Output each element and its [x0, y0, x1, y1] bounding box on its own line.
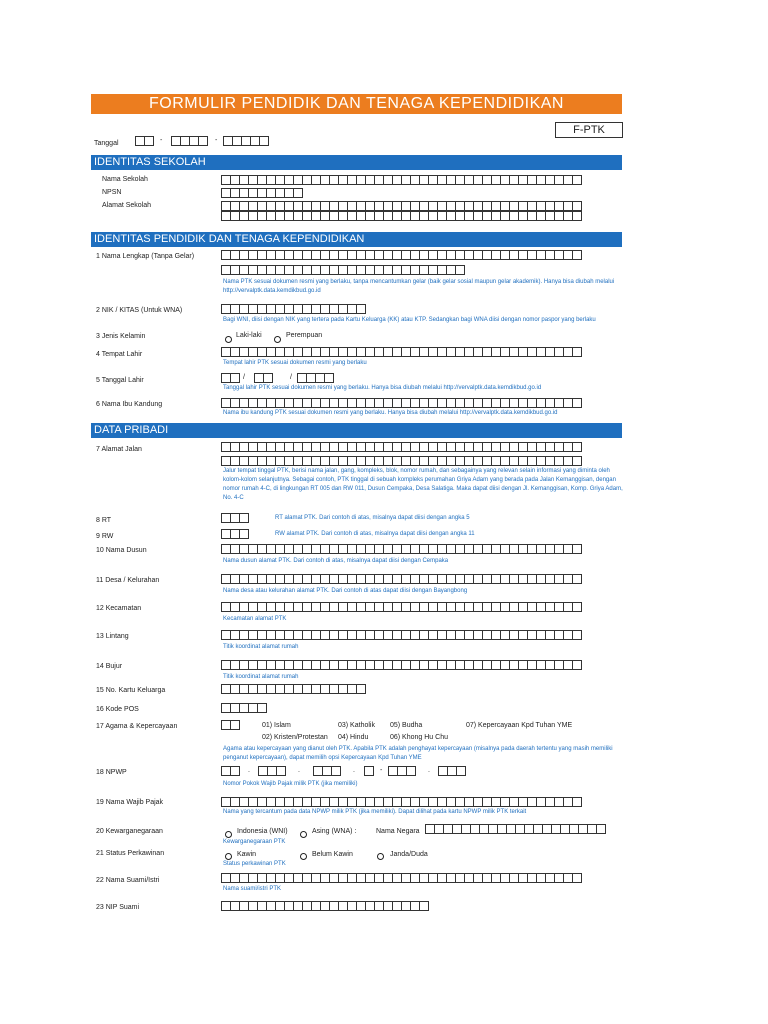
- npwp-separator: .: [248, 767, 250, 774]
- section-data-pribadi: DATA PRIBADI: [91, 423, 622, 438]
- rt-field[interactable]: [221, 513, 248, 523]
- char-box[interactable]: [356, 684, 366, 694]
- agama-label: 17 Agama & Kepercayaan: [96, 723, 178, 730]
- radio-icon: [274, 336, 281, 343]
- char-box[interactable]: [572, 630, 582, 640]
- char-box[interactable]: [324, 373, 334, 383]
- char-box[interactable]: [230, 373, 240, 383]
- npwp-field-4[interactable]: [364, 766, 373, 776]
- radio-icon: [300, 853, 307, 860]
- char-box[interactable]: [364, 766, 374, 776]
- nama-ibu-field[interactable]: [221, 398, 581, 408]
- no-kk-label: 15 No. Kartu Keluarga: [96, 687, 166, 694]
- nama-wajib-pajak-note: Nama yang tercantum pada data NPWP milik PTK (jika memiliki). Dapat dilihat pada kartu NPWP milik PTK terkait: [223, 809, 527, 815]
- npwp-separator: .: [353, 767, 355, 774]
- npwp-field-5[interactable]: [388, 766, 415, 776]
- char-box[interactable]: [572, 250, 582, 260]
- char-box[interactable]: [456, 766, 466, 776]
- tanggal-month-field[interactable]: [171, 136, 207, 146]
- form-code: F-PTK: [555, 122, 623, 138]
- form-title: FORMULIR PENDIDIK DAN TENAGA KEPENDIDIKAN: [91, 94, 622, 114]
- tempat-lahir-field[interactable]: [221, 347, 581, 357]
- nama-sekolah-field[interactable]: [221, 175, 581, 185]
- char-box[interactable]: [572, 211, 582, 221]
- tanggal-year-field[interactable]: [223, 136, 268, 146]
- janda-duda-label: Janda/Duda: [390, 851, 428, 858]
- nama-lengkap-label: 1 Nama Lengkap (Tanpa Gelar): [96, 253, 195, 260]
- char-box[interactable]: [293, 188, 303, 198]
- radio-icon: [377, 853, 384, 860]
- no-kk-field[interactable]: [221, 684, 365, 694]
- nama-ibu-note: Nama ibu kandung PTK sesuai dokumen resmi yang berlaku. Hanya bisa diubah melalui http://vervalptk.data.kemdikbud.go.id: [223, 410, 558, 416]
- desa-label: 11 Desa / Kelurahan: [96, 577, 160, 584]
- alamat-jalan-label: 7 Alamat Jalan: [96, 446, 142, 453]
- nama-suami-istri-label: 22 Nama Suami/Istri: [96, 877, 160, 884]
- section-identitas-sekolah: IDENTITAS SEKOLAH: [91, 155, 622, 170]
- nama-sekolah-label: Nama Sekolah: [102, 176, 148, 183]
- char-box[interactable]: [572, 456, 582, 466]
- belum-kawin-radio[interactable]: [300, 847, 307, 865]
- nip-suami-field[interactable]: [221, 901, 428, 911]
- agama-note: Agama atau kepercayaan yang dianut oleh PTK. Apabila PTK adalah penghayat kepercayaan (misalnya pada daerah tertentu yang masih memiliki penganut kepercayaan), dapat memilih opsi Kepercayaan Kpd Tuhan YME: [223, 746, 613, 761]
- npwp-separator: -: [380, 767, 383, 774]
- gender-male-label: Laki-laki: [236, 332, 262, 339]
- nik-label: 2 NIK / KITAS (Untuk WNA): [96, 307, 183, 314]
- char-box[interactable]: [572, 602, 582, 612]
- kawin-label: Kawin: [237, 851, 257, 858]
- religion-katholik: 03) Katholik: [338, 722, 375, 729]
- tanggal-lahir-note: Tanggal lahir PTK sesuai dokumen resmi yang berlaku. Hanya bisa diubah melalui http://vervalptk.data.kemdikbud.go.id: [223, 385, 542, 391]
- nip-suami-label: 23 NIP Suami: [96, 904, 140, 911]
- status-perkawinan-label: 21 Status Perkawinan: [96, 850, 165, 857]
- char-box[interactable]: [276, 766, 286, 776]
- char-box[interactable]: [572, 574, 582, 584]
- npwp-field-2[interactable]: [258, 766, 285, 776]
- wni-label: Indonesia (WNI): [237, 828, 288, 835]
- nama-dusun-note: Nama dusun alamat PTK. Dari contoh di atas, misalnya dapat diisi dengan Cempaka: [223, 558, 449, 564]
- nama-ibu-label: 6 Nama Ibu Kandung: [96, 401, 163, 408]
- nama-lengkap-field-1[interactable]: [221, 250, 581, 260]
- janda-duda-radio[interactable]: [377, 847, 384, 865]
- lintang-field[interactable]: [221, 630, 581, 640]
- npwp-field-3[interactable]: [313, 766, 340, 776]
- alamat-sekolah-field-2[interactable]: [221, 211, 581, 221]
- char-box[interactable]: [419, 901, 429, 911]
- agama-field[interactable]: [221, 720, 239, 730]
- rt-label: 8 RT: [96, 517, 112, 524]
- gender-male-radio[interactable]: [225, 330, 232, 348]
- section-identitas-ptk: IDENTITAS PENDIDIK DAN TENAGA KEPENDIDIKAN: [91, 232, 622, 247]
- nama-suami-istri-field[interactable]: [221, 873, 581, 883]
- wna-radio[interactable]: [300, 825, 307, 843]
- jenis-kelamin-label: 3 Jenis Kelamin: [96, 333, 146, 340]
- char-box[interactable]: [331, 766, 341, 776]
- rw-field[interactable]: [221, 529, 248, 539]
- date-separator: /: [290, 374, 292, 381]
- char-box[interactable]: [144, 136, 154, 146]
- char-box[interactable]: [572, 442, 582, 452]
- char-box[interactable]: [259, 136, 269, 146]
- char-box[interactable]: [257, 703, 267, 713]
- char-box[interactable]: [230, 720, 240, 730]
- nik-field[interactable]: [221, 304, 365, 314]
- npsn-label: NPSN: [102, 189, 122, 196]
- alamat-jalan-note: Jalur tempat tinggal PTK, berisi nama jalan, gang, kompleks, blok, nomor rumah, dan sebagainya yang relevan selain informasi yang diminta oleh kolom-kolom selanjutnya. Sebagai contoh, PTK tinggal di sebuah kompleks perumahan Griya Adam yang berada pada Jalan Kemanggisan, dengan nomor rumah 4-C, di lingkungan RT 005 dan RW 011, Dusun Cempaka, Desa Salatiga. Maka dapat diisi dengan Jl. Kemanggisan, Komp. Griya Adam, No. 4-C: [223, 468, 623, 501]
- radio-icon: [225, 336, 232, 343]
- alamat-jalan-field-2[interactable]: [221, 456, 581, 466]
- nama-wajib-pajak-label: 19 Nama Wajib Pajak: [96, 799, 164, 806]
- char-box[interactable]: [572, 544, 582, 554]
- npwp-label: 18 NPWP: [96, 769, 127, 776]
- religion-islam: 01) Islam: [262, 722, 291, 729]
- tempat-lahir-label: 4 Tempat Lahir: [96, 351, 143, 358]
- belum-kawin-label: Belum Kawin: [312, 851, 353, 858]
- rw-label: 9 RW: [96, 533, 114, 540]
- nama-negara-label: Nama Negara: [376, 828, 420, 835]
- tanggal-separator: -: [160, 137, 163, 144]
- char-box[interactable]: [263, 373, 273, 383]
- religion-budha: 05) Budha: [390, 722, 423, 729]
- kecamatan-label: 12 Kecamatan: [96, 605, 142, 612]
- char-box[interactable]: [356, 304, 366, 314]
- tanggal-day-field[interactable]: [135, 136, 153, 146]
- char-box[interactable]: [406, 766, 416, 776]
- nama-dusun-field[interactable]: [221, 544, 581, 554]
- gender-female-label: Perempuan: [286, 332, 323, 339]
- alamat-jalan-field-1[interactable]: [221, 442, 581, 452]
- religion-hindu: 04) Hindu: [338, 734, 369, 741]
- char-box[interactable]: [572, 398, 582, 408]
- npwp-separator: .: [298, 767, 300, 774]
- char-box[interactable]: [572, 347, 582, 357]
- kecamatan-field[interactable]: [221, 602, 581, 612]
- kewarganegaraan-note: Kewarganegaraan PTK: [223, 839, 286, 845]
- nik-note: Bagi WNI, diisi dengan NIK yang tertera pada Kartu Keluarga (KK) atau KTP. Sedangkan bagi WNA diisi dengan nomor paspor yang berlaku: [223, 317, 596, 323]
- char-box[interactable]: [596, 824, 606, 834]
- char-box[interactable]: [239, 513, 249, 523]
- npwp-field-6[interactable]: [438, 766, 465, 776]
- char-box[interactable]: [455, 265, 465, 275]
- wna-label: Asing (WNA) :: [312, 828, 357, 835]
- char-box[interactable]: [572, 660, 582, 670]
- char-box[interactable]: [572, 797, 582, 807]
- alamat-sekolah-label: Alamat Sekolah: [102, 202, 152, 209]
- radio-icon: [225, 853, 232, 860]
- rt-note: RT alamat PTK. Dari contoh di atas, misalnya dapat diisi dengan angka 5: [275, 515, 470, 521]
- tanggal-separator: -: [215, 137, 218, 144]
- char-box[interactable]: [230, 766, 240, 776]
- nama-dusun-label: 10 Nama Dusun: [96, 547, 147, 554]
- radio-icon: [225, 831, 232, 838]
- kewarganegaraan-label: 20 Kewarganegaraan: [96, 828, 163, 835]
- npwp-note: Nomor Pokok Wajib Pajak milik PTK (jika memiliki): [223, 781, 358, 787]
- alamat-sekolah-field-1[interactable]: [221, 201, 581, 211]
- nama-lengkap-note: Nama PTK sesuai dokumen resmi yang berlaku, tanpa mencantumkan gelar (baik gelar sosial maupun gelar akademik). Hanya bisa diubah melalui http://vervalptk.data.kemdikbud.go.id: [223, 279, 615, 294]
- bujur-note: Titik koordinat alamat rumah: [223, 674, 299, 680]
- npwp-field-1[interactable]: [221, 766, 239, 776]
- tanggal-lahir-day-field[interactable]: [221, 373, 239, 383]
- char-box[interactable]: [572, 175, 582, 185]
- char-box[interactable]: [198, 136, 208, 146]
- char-box[interactable]: [572, 201, 582, 211]
- bujur-field[interactable]: [221, 660, 581, 670]
- tanggal-label: Tanggal: [94, 140, 119, 147]
- kode-pos-label: 16 Kode POS: [96, 706, 139, 713]
- npwp-separator: .: [428, 767, 430, 774]
- nama-lengkap-field-2[interactable]: [221, 265, 464, 275]
- char-box[interactable]: [572, 873, 582, 883]
- tanggal-lahir-label: 5 Tanggal Lahir: [96, 377, 144, 384]
- religion-kristen: 02) Kristen/Protestan: [262, 734, 328, 741]
- npsn-field[interactable]: [221, 188, 302, 198]
- tanggal-lahir-month-field[interactable]: [254, 373, 272, 383]
- nama-wajib-pajak-field[interactable]: [221, 797, 581, 807]
- religion-kepercayaan: 07) Kepercayaan Kpd Tuhan YME: [466, 722, 573, 729]
- char-box[interactable]: [239, 529, 249, 539]
- lintang-note: Titik koordinat alamat rumah: [223, 644, 299, 650]
- date-separator: /: [243, 374, 245, 381]
- bujur-label: 14 Bujur: [96, 663, 123, 670]
- desa-note: Nama desa atau kelurahan alamat PTK. Dari contoh di atas dapat diisi dengan Bayangbong: [223, 588, 468, 594]
- religion-khonghucu: 06) Khong Hu Chu: [390, 734, 448, 741]
- kode-pos-field[interactable]: [221, 703, 266, 713]
- rw-note: RW alamat PTK. Dari contoh di atas, misalnya dapat diisi dengan angka 11: [275, 531, 475, 537]
- desa-field[interactable]: [221, 574, 581, 584]
- kecamatan-note: Kecamatan alamat PTK: [223, 616, 287, 622]
- status-perkawinan-note: Status perkawinan PTK: [223, 861, 286, 867]
- gender-female-radio[interactable]: [274, 330, 281, 348]
- radio-icon: [300, 831, 307, 838]
- nama-suami-istri-note: Nama suami/istri PTK: [223, 886, 282, 892]
- tanggal-lahir-year-field[interactable]: [297, 373, 333, 383]
- lintang-label: 13 Lintang: [96, 633, 129, 640]
- nama-negara-field[interactable]: [425, 824, 605, 834]
- tempat-lahir-note: Tempat lahir PTK sesuai dokumen resmi yang berlaku: [223, 360, 367, 366]
